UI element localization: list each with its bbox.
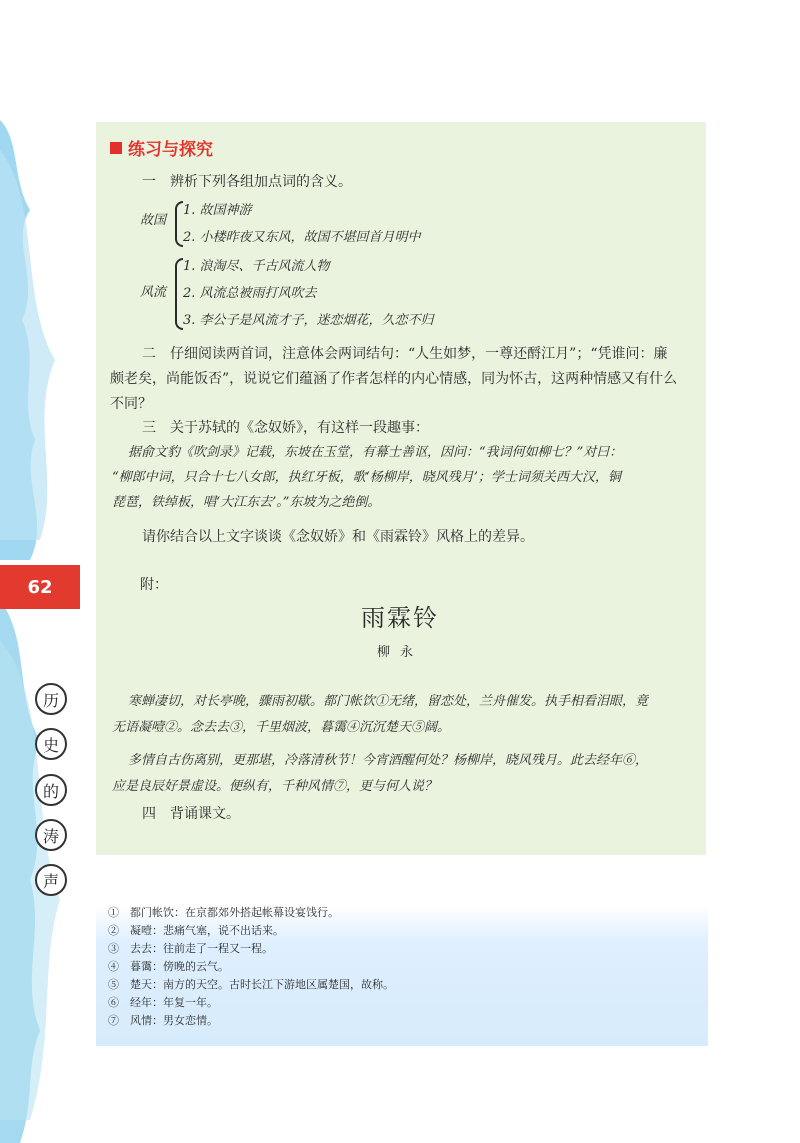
appendix-label: 附：	[140, 577, 168, 593]
side-title-char: 声	[35, 864, 67, 896]
poem-line-3: 多情自古伤离别，更那堪，冷落清秋节！今宵酒醒何处？杨柳岸，晓风残月。此去经年⑥，	[128, 753, 649, 768]
footnote: ⑥ 经年：年复一年。	[108, 996, 218, 1009]
q2-line-1: 二 仔细阅读两首词，注意体会两词结句：“人生如梦，一尊还酹江月”；“凭谁问：廉	[142, 346, 668, 362]
group1-item-2: 2. 小楼昨夜又东风，故国不堪回首月明中	[183, 230, 421, 245]
q3-quote-2: “柳郎中词，只合十七八女郎，执红牙板，歌‘杨柳岸，晓风残月’；学士词须关西大汉，铜	[112, 470, 621, 485]
group2-item-1: 1. 浪淘尽、千古风流人物	[183, 259, 330, 274]
poem-author: 柳永	[376, 645, 423, 660]
q1-prompt: 一 辨析下列各组加点词的含义。	[142, 174, 352, 190]
footnote: ⑤ 楚天：南方的天空。古时长江下游地区属楚国，故称。	[108, 978, 394, 991]
side-title-char: 涛	[35, 819, 67, 851]
footnote: ③ 去去：往前走了一程又一程。	[108, 942, 273, 955]
page-number: 62	[0, 565, 80, 609]
footnote: ④ 暮霭：傍晚的云气。	[108, 960, 229, 973]
q2-line-3: 不同？	[110, 396, 152, 412]
side-title-char: 的	[35, 774, 67, 806]
poem-line-1: 寒蝉凄切，对长亭晚，骤雨初歇。都门帐饮①无绪，留恋处，兰舟催发。执手相看泪眼，竟	[128, 694, 649, 709]
side-title-char: 史	[35, 728, 67, 760]
brace-icon	[175, 201, 183, 247]
square-bullet-icon	[110, 142, 122, 154]
side-title-char: 历	[35, 683, 67, 715]
poem-line-4: 应是良辰好景虚设。便纵有，千种风情⑦，更与何人说？	[112, 779, 438, 794]
q3-quote-3: 琵琶，铁绰板，唱‘大江东去’。”东坡为之绝倒。	[112, 495, 381, 510]
group2-word: 风流	[140, 285, 167, 300]
q4: 四 背诵课文。	[142, 806, 240, 822]
footnote: ⑦ 风情：男女恋情。	[108, 1014, 218, 1027]
poem-title: 雨霖铃	[361, 604, 439, 632]
q3-intro: 三 关于苏轼的《念奴娇》，有这样一段趣事：	[142, 420, 429, 436]
footnote: ① 都门帐饮：在京都郊外搭起帐幕设宴饯行。	[108, 906, 339, 919]
poem-line-2: 无语凝噎②。念去去③，千里烟波，暮霭④沉沉楚天⑤阔。	[112, 720, 451, 735]
group2-item-2: 2. 风流总被雨打风吹去	[183, 286, 317, 301]
q3-quote-1: 据俞文豹《吹剑录》记载，东坡在玉堂，有幕士善讴，因问：“我词何如柳七？”对曰：	[128, 445, 623, 460]
group2-item-3: 3. 李公子是风流才子，迷恋烟花，久恋不归	[183, 313, 434, 328]
group1-item-1: 1. 故国神游	[183, 203, 252, 218]
q3-task: 请你结合以上文字谈谈《念奴娇》和《雨霖铃》风格上的差异。	[142, 529, 534, 545]
group1-word: 故国	[140, 213, 167, 228]
footnote: ② 凝噎：悲痛气塞，说不出话来。	[108, 924, 284, 937]
brace-icon	[175, 258, 183, 330]
q2-line-2: 颇老矣，尚能饭否”，说说它们蕴涵了作者怎样的内心情感，同为怀古，这两种情感又有什么	[110, 371, 678, 387]
section-title: 练习与探究	[110, 135, 213, 160]
